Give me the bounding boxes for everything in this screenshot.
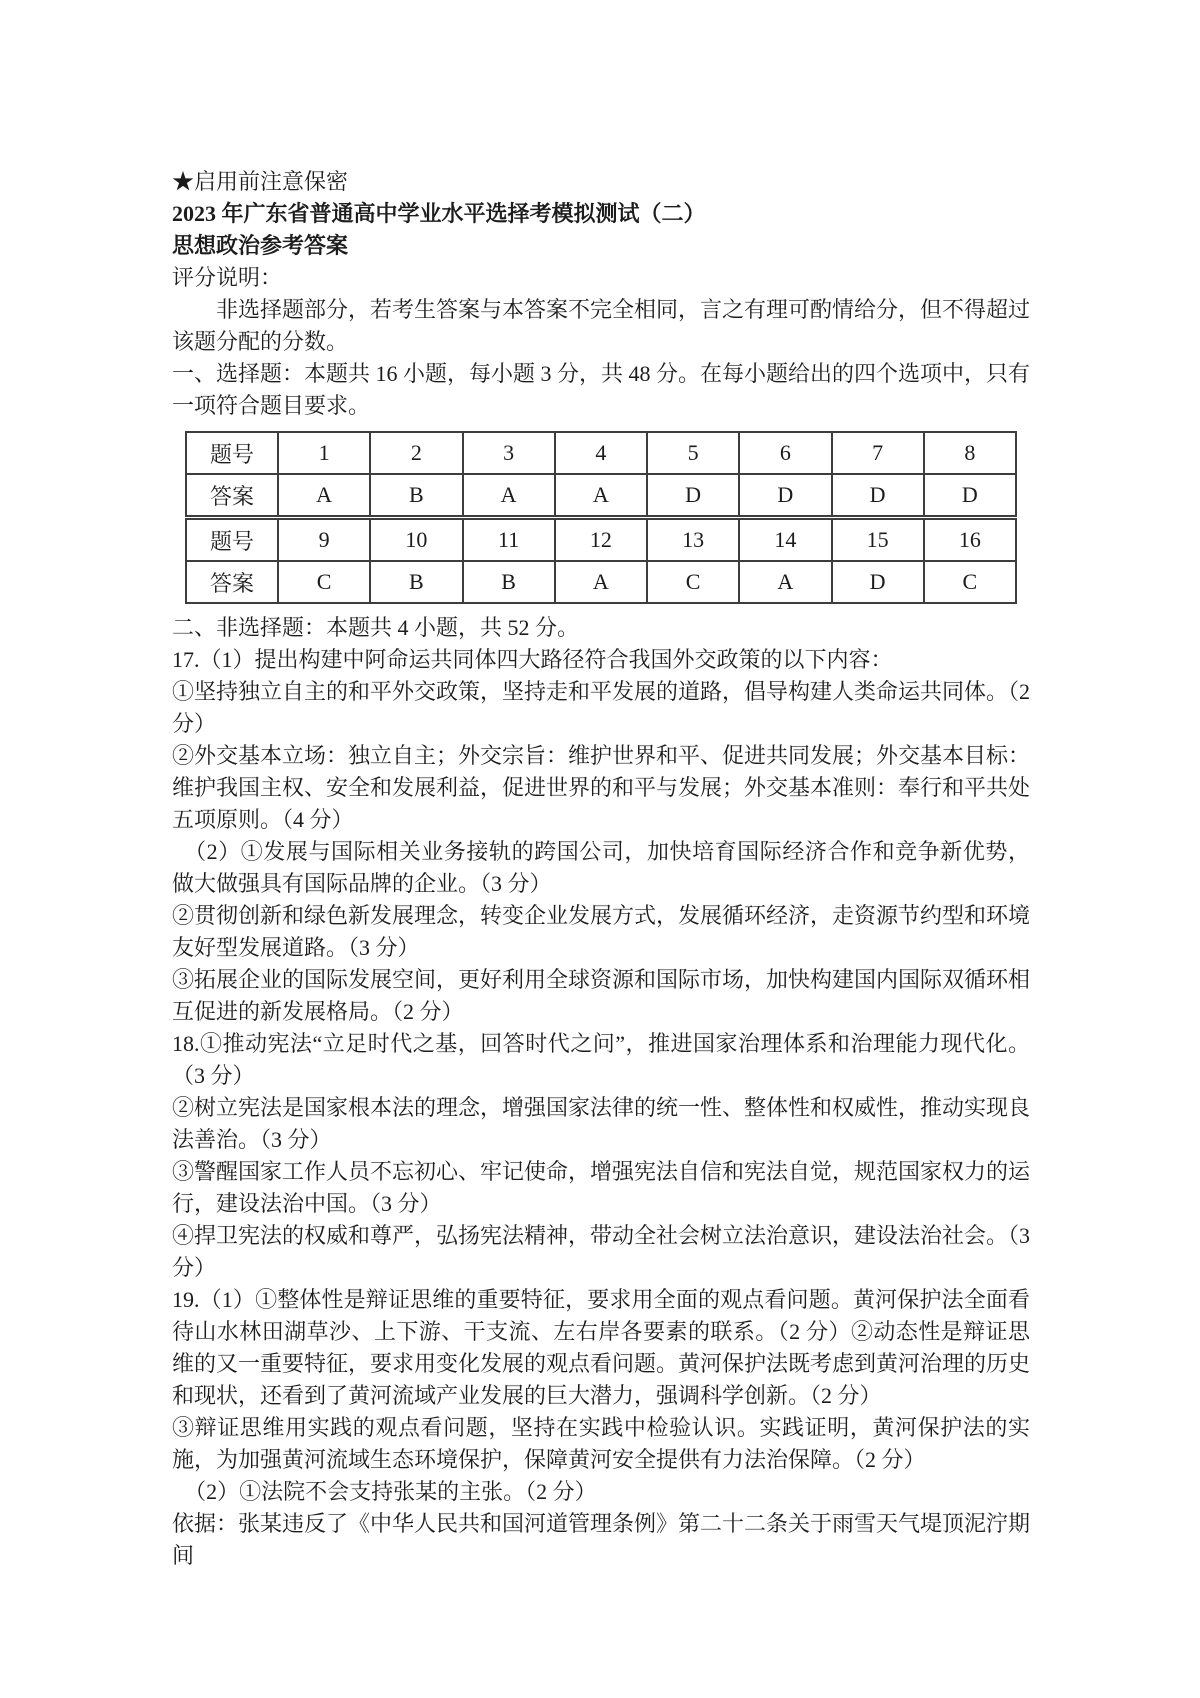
answer-cell: B — [370, 561, 462, 603]
answer-19-2-basis: 依据：张某违反了《中华人民共和国河道管理条例》第二十二条关于雨雪天气堤顶泥泞期间 — [172, 1511, 1031, 1568]
question-number-cell: 14 — [739, 518, 831, 562]
grading-note-body: 非选择题部分，若考生答案与本答案不完全相同，言之有理可酌情给分，但不得超过该题分配的分数。 — [172, 297, 1031, 354]
grading-note-heading: 评分说明： — [172, 265, 283, 290]
answer-cell: B — [463, 561, 555, 603]
answer-cell: A — [463, 474, 555, 518]
answer-17-1: 17.（1）提出构建中阿命运共同体四大路径符合我国外交政策的以下内容： — [172, 647, 893, 672]
answer-cell: A — [278, 474, 370, 518]
question-number-cell: 7 — [832, 432, 924, 474]
section1-heading: 一、选择题：本题共 16 小题，每小题 3 分，共 48 分。在每小题给出的四个选项中，只有一项符合题目要求。 — [172, 361, 1031, 418]
answer-17-2-point3: ③拓展企业的国际发展空间，更好利用全球资源和国际市场，加快构建国内国际双循环相互促进的新发展格局。（2 分） — [172, 967, 1031, 1024]
answer-18-point3: ③警醒国家工作人员不忘初心、牢记使命，增强宪法自信和宪法自觉，规范国家权力的运行，建设法治中国。（3 分） — [172, 1159, 1031, 1216]
question-number-cell: 3 — [463, 432, 555, 474]
question-number-cell: 5 — [647, 432, 739, 474]
question-number-cell: 12 — [555, 518, 647, 562]
table-row-answers-9-16 — [186, 561, 1016, 603]
section2-heading: 二、非选择题：本题共 4 小题，共 52 分。 — [172, 615, 580, 640]
answer-17-1-point2: ②外交基本立场：独立自主；外交宗旨：维护世界和平、促进共同发展；外交基本目标：维护我国主权、安全和发展利益，促进世界的和平与发展；外交基本准则：奉行和平共处五项原则。（4 分） — [172, 743, 1031, 832]
answer-cell: D — [647, 474, 739, 518]
row-label: 题号 — [186, 432, 278, 474]
question-number-cell: 13 — [647, 518, 739, 562]
table-row-question-numbers-1-8 — [186, 432, 1016, 474]
answer-cell: D — [832, 474, 924, 518]
answer-cell: D — [739, 474, 831, 518]
question-number-cell: 4 — [555, 432, 647, 474]
answer-18-point4: ④捍卫宪法的权威和尊严，弘扬宪法精神，带动全社会树立法治意识，建设法治社会。（3 分） — [172, 1223, 1031, 1280]
question-number-cell: 8 — [924, 432, 1016, 474]
answer-17-1-point1: ①坚持独立自主的和平外交政策，坚持走和平发展的道路，倡导构建人类命运共同体。（2 分） — [172, 679, 1031, 736]
question-number-cell: 2 — [370, 432, 462, 474]
answer-17-2-point1: （2）①发展与国际相关业务接轨的跨国公司，加快培育国际经济合作和竞争新优势，做大做强具有国际品牌的企业。（3 分） — [172, 839, 1030, 896]
answer-17-2-point2: ②贯彻创新和绿色新发展理念，转变企业发展方式，发展循环经济，走资源节约型和环境友好型发展道路。（3 分） — [172, 903, 1031, 960]
answer-cell: C — [924, 561, 1016, 603]
row-label: 答案 — [186, 561, 278, 603]
answer-cell: A — [739, 561, 831, 603]
answer-cell: C — [278, 561, 370, 603]
answer-cell: D — [832, 561, 924, 603]
row-label: 答案 — [186, 474, 278, 518]
answer-cell: A — [555, 474, 647, 518]
answer-18-point2: ②树立宪法是国家根本法的理念，增强国家法律的统一性、整体性和权威性，推动实现良法善治。（3 分） — [172, 1095, 1031, 1152]
answer-table — [185, 431, 1017, 604]
answer-18-point1: 18.①推动宪法“立足时代之基，回答时代之问”，推进国家治理体系和治理能力现代化。（3 分） — [172, 1031, 1030, 1088]
question-number-cell: 9 — [278, 518, 370, 562]
answer-19-1-point3: ③辩证思维用实践的观点看问题，坚持在实践中检验认识。实践证明，黄河保护法的实施，为加强黄河流域生态环境保护，保障黄河安全提供有力法治保障。（2 分） — [172, 1415, 1030, 1472]
question-number-cell: 1 — [278, 432, 370, 474]
table-row-question-numbers-9-16 — [186, 518, 1016, 562]
question-number-cell: 16 — [924, 518, 1016, 562]
document-subtitle: 思想政治参考答案 — [172, 233, 349, 258]
security-notice: ★启用前注意保密 — [172, 169, 349, 194]
question-number-cell: 15 — [832, 518, 924, 562]
answer-19-2-conclusion: （2）①法院不会支持张某的主张。（2 分） — [184, 1479, 597, 1504]
answer-cell: D — [924, 474, 1016, 518]
answer-19-1-points1-2: 19.（1）①整体性是辩证思维的重要特征，要求用全面的观点看问题。黄河保护法全面看待山水林田湖草沙、上下游、干支流、左右岸各要素的联系。（2 分）②动态性是辩证思维的又一重要特征，要求用变化发展的观点看问题。黄河保护法既考虑到黄河治理的历史和现状，还看到了黄河流域产业发展的巨大潜力，强调科学创新。（2 分） — [172, 1287, 1031, 1408]
question-number-cell: 11 — [463, 518, 555, 562]
question-number-cell: 10 — [370, 518, 462, 562]
question-number-cell: 6 — [739, 432, 831, 474]
document-title: 2023 年广东省普通高中学业水平选择考模拟测试（二） — [172, 201, 706, 226]
row-label: 题号 — [186, 518, 278, 562]
answer-cell: B — [370, 474, 462, 518]
table-row-answers-1-8 — [186, 474, 1016, 518]
answer-cell: C — [647, 561, 739, 603]
answer-cell: A — [555, 561, 647, 603]
